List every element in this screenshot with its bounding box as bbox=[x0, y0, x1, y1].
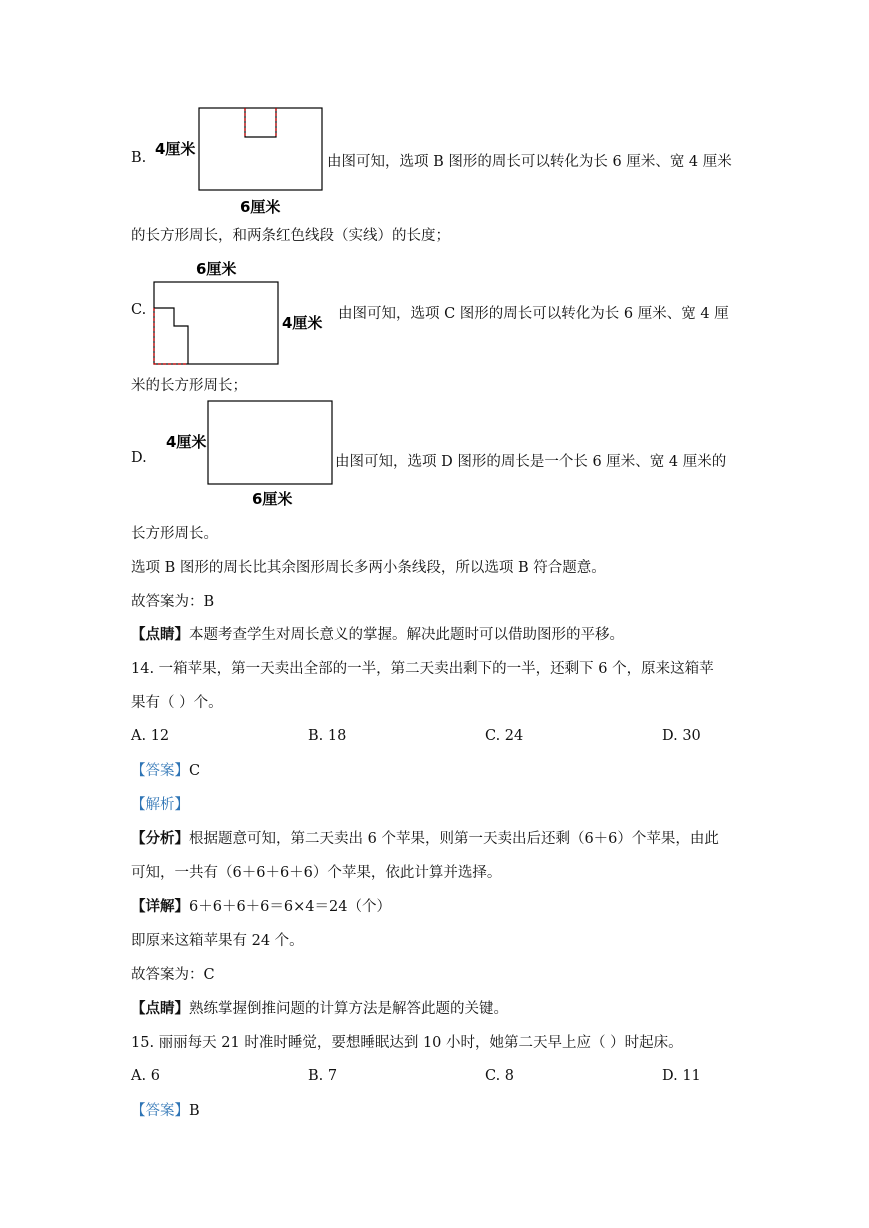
q14-option-a: A. 12 bbox=[131, 728, 170, 744]
q14-analysis-line1 bbox=[131, 829, 719, 849]
q14-answer-tag: 【答案】 bbox=[131, 763, 189, 779]
q14-detail bbox=[131, 897, 391, 917]
q14-comment-tag: 【点睛】 bbox=[131, 1000, 189, 1017]
q14-analysis-text1: 根据题意可知，第二天卖出 6 个苹果，则第一天卖出后还剩（6＋6）个苹果，由此 bbox=[189, 831, 719, 847]
option-b-bottom-label: 6厘米 bbox=[240, 198, 281, 216]
option-c-top-label: 6厘米 bbox=[196, 260, 237, 278]
option-c-letter: C. bbox=[131, 302, 147, 318]
option-d-letter: D. bbox=[131, 450, 147, 466]
option-c-side-label: 4厘米 bbox=[282, 314, 323, 332]
option-d-side-label: 4厘米 bbox=[166, 433, 207, 451]
q13-conclusion: 选项 B 图形的周长比其余图形周长多两小条线段，所以选项 B 符合题意。 bbox=[131, 560, 606, 576]
q14-analysis-tag: 【解析】 bbox=[131, 797, 189, 813]
q14-comment bbox=[131, 999, 508, 1019]
q13-comment bbox=[131, 625, 624, 645]
option-d-text-line2: 长方形周长。 bbox=[131, 526, 218, 542]
q15-option-c: C. 8 bbox=[485, 1068, 515, 1084]
option-d-text-line1: 由图可知，选项 D 图形的周长是一个长 6 厘米、宽 4 厘米的 bbox=[335, 454, 727, 470]
option-d-bottom-label: 6厘米 bbox=[252, 490, 293, 508]
q14-analysis-line2: 可知，一共有（6＋6＋6＋6）个苹果，依此计算并选择。 bbox=[131, 865, 502, 881]
option-b-red-segments bbox=[245, 108, 276, 137]
q14-detail-tag: 【详解】 bbox=[131, 898, 189, 915]
q13-comment-text: 本题考查学生对周长意义的掌握。解决此题时可以借助图形的平移。 bbox=[189, 627, 624, 643]
option-c-text-line2: 米的长方形周长； bbox=[131, 378, 247, 394]
q15-answer-tag: 【答案】 bbox=[131, 1103, 189, 1119]
q14-detail-line2: 即原来这箱苹果有 24 个。 bbox=[131, 933, 304, 949]
option-b-rectangle bbox=[199, 108, 322, 190]
q14-answer-line: 故答案为：C bbox=[131, 967, 215, 983]
option-b-figure bbox=[150, 100, 330, 218]
option-b-letter: B. bbox=[131, 150, 147, 166]
option-b-notch bbox=[245, 108, 276, 137]
q13-comment-tag: 【点睛】 bbox=[131, 626, 189, 643]
option-c-red-segments bbox=[154, 308, 188, 364]
q15-option-a: A. 6 bbox=[131, 1068, 160, 1084]
q15-answer-value: B bbox=[189, 1103, 200, 1119]
option-b-text-line1: 由图可知，选项 B 图形的周长可以转化为长 6 厘米、宽 4 厘米 bbox=[327, 154, 732, 170]
q14-option-b: B. 18 bbox=[308, 728, 347, 744]
option-c-text-line1: 由图可知，选项 C 图形的周长可以转化为长 6 厘米、宽 4 厘 bbox=[338, 306, 729, 322]
q15-option-d: D. 11 bbox=[662, 1068, 701, 1084]
q15-answer bbox=[131, 1101, 200, 1121]
option-d-rectangle bbox=[208, 401, 332, 484]
q14-detail-text: 6＋6＋6＋6＝6×4＝24（个） bbox=[189, 899, 391, 915]
option-b-side-label: 4厘米 bbox=[155, 140, 196, 158]
option-c-steps bbox=[154, 308, 188, 364]
option-b-text-line2: 的长方形周长，和两条红色线段（实线）的长度； bbox=[131, 228, 450, 244]
q14-option-d: D. 30 bbox=[662, 728, 701, 744]
q14-analysis-sub-tag: 【分析】 bbox=[131, 830, 189, 847]
q14-stem-line2: 果有（ ）个。 bbox=[131, 695, 223, 711]
option-c-rectangle bbox=[154, 282, 278, 364]
q14-answer-value: C bbox=[189, 763, 201, 779]
q14-answer bbox=[131, 761, 200, 781]
q14-option-c: C. 24 bbox=[485, 728, 524, 744]
q14-comment-text: 熟练掌握倒推问题的计算方法是解答此题的关键。 bbox=[189, 1001, 508, 1017]
option-c-figure bbox=[150, 256, 330, 370]
q14-stem-line1: 14. 一箱苹果，第一天卖出全部的一半，第二天卖出剩下的一半，还剩下 6 个，原来这箱苹 bbox=[131, 661, 714, 677]
q15-stem-line1: 15. 丽丽每天 21 时准时睡觉，要想睡眠达到 10 小时，她第二天早上应（ ）时起床。 bbox=[131, 1035, 683, 1051]
q15-option-b: B. 7 bbox=[308, 1068, 338, 1084]
option-d-figure bbox=[150, 396, 336, 510]
q13-answer-line: 故答案为：B bbox=[131, 594, 215, 610]
